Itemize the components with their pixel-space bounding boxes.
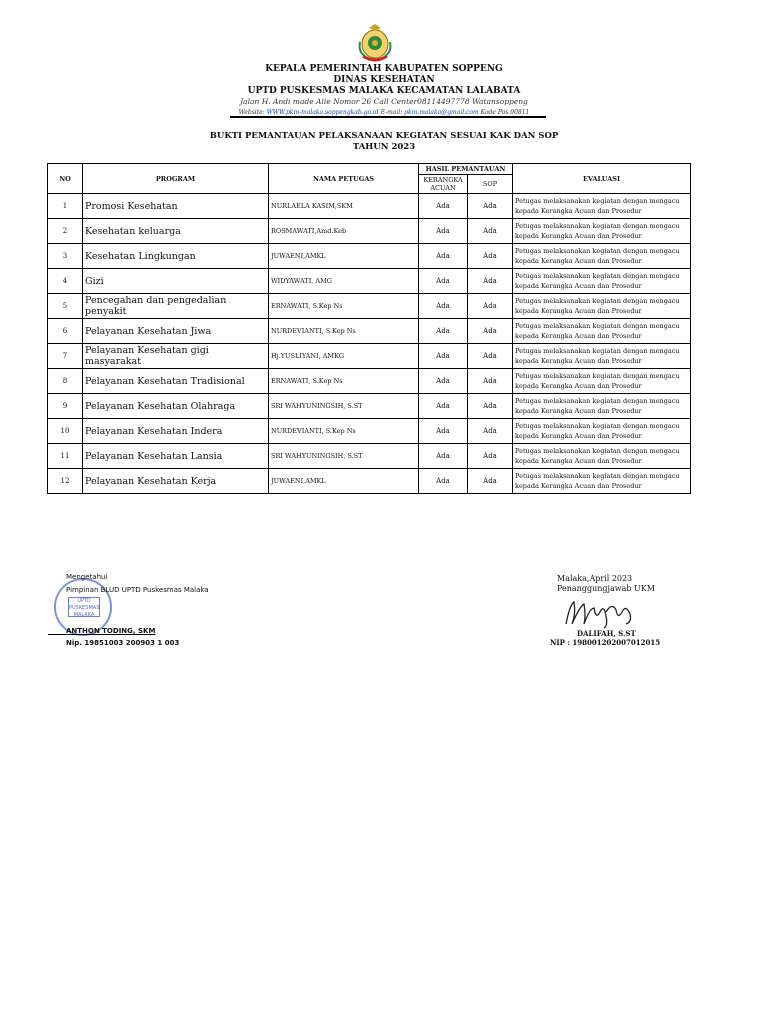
document-title: BUKTI PEMANTAUAN PELAKSANAAN KEGIATAN SESUAI KAK DAN SOP [209, 131, 559, 141]
left-sign-underline [48, 634, 140, 635]
row-no: 8 [48, 369, 83, 394]
email-link[interactable]: pkm.malaka@gmail.com [404, 109, 479, 116]
row-program: Pelayanan Kesehatan Olahraga [83, 394, 269, 419]
header-petugas: NAMA PETUGAS [269, 164, 419, 194]
email-prefix: E-mail: [380, 109, 403, 116]
row-sop: Ada [468, 444, 513, 469]
table-row [48, 194, 691, 219]
left-sign-name: ANTHON TODING, SKM [66, 627, 156, 635]
row-no: 5 [48, 294, 83, 319]
row-program: Pelayanan Kesehatan Indera [83, 419, 269, 444]
table-row [48, 344, 691, 369]
row-petugas: ROSMAWATI,Amd.Keb [269, 219, 419, 244]
row-kerangka: Ada [419, 319, 468, 344]
table-row [48, 394, 691, 419]
row-sop: Ada [468, 394, 513, 419]
row-petugas: JUWAENI,AMKL [269, 244, 419, 269]
row-sop: Ada [468, 219, 513, 244]
row-sop: Ada [468, 244, 513, 269]
table-row [48, 269, 691, 294]
row-no: 1 [48, 194, 83, 219]
header-evaluasi: EVALUASI [513, 164, 691, 194]
row-no: 4 [48, 269, 83, 294]
right-sign-name: DALIFAH, S.ST [577, 629, 636, 638]
row-sop: Ada [468, 269, 513, 294]
row-sop: Ada [468, 369, 513, 394]
row-program: Pelayanan Kesehatan Tradisional [83, 369, 269, 394]
row-evaluasi: Petugas melaksanakan kegiatan dengan mengacu kepada Kerangka Acuan dan Prosedur [513, 269, 691, 294]
row-no: 12 [48, 469, 83, 494]
header-contact [0, 109, 768, 116]
header-no: NO [48, 164, 83, 194]
header-line-3: UPTD PUSKESMAS MALAKA KECAMATAN LALABATA [247, 86, 521, 96]
row-evaluasi: Petugas melaksanakan kegiatan dengan mengacu kepada Kerangka Acuan dan Prosedur [513, 319, 691, 344]
row-evaluasi: Petugas melaksanakan kegiatan dengan mengacu kepada Kerangka Acuan dan Prosedur [513, 194, 691, 219]
row-program: Pelayanan Kesehatan Kerja [83, 469, 269, 494]
row-program: Promosi Kesehatan [83, 194, 269, 219]
row-no: 11 [48, 444, 83, 469]
table-row [48, 369, 691, 394]
table-row [48, 244, 691, 269]
header-program: PROGRAM [83, 164, 269, 194]
row-petugas: NURDEVIANTI, S.Kep Ns [269, 419, 419, 444]
document-year: TAHUN 2023 [352, 142, 416, 152]
website-link[interactable]: WWW.pkm-malaka.soppengkab.go.id [266, 109, 379, 116]
row-kerangka: Ada [419, 294, 468, 319]
row-program: Pelayanan Kesehatan gigi masyarakat [83, 344, 269, 369]
table-row [48, 294, 691, 319]
row-program: Pelayanan Kesehatan Lansia [83, 444, 269, 469]
row-kerangka: Ada [419, 369, 468, 394]
website-prefix: Website: [238, 109, 265, 116]
row-petugas: ERNAWATI, S.Kep Ns [269, 294, 419, 319]
row-petugas: ERNAWATI, S.Kep Ns [269, 369, 419, 394]
header-sop: SOP [468, 175, 513, 194]
row-no: 10 [48, 419, 83, 444]
row-sop: Ada [468, 319, 513, 344]
left-sign-label-2: Pimpinan BLUD UPTD Puskesmas Malaka [66, 586, 209, 594]
table-row [48, 469, 691, 494]
row-program: Pelayanan Kesehatan Jiwa [83, 319, 269, 344]
row-evaluasi: Petugas melaksanakan kegiatan dengan mengacu kepada Kerangka Acuan dan Prosedur [513, 244, 691, 269]
row-evaluasi: Petugas melaksanakan kegiatan dengan mengacu kepada Kerangka Acuan dan Prosedur [513, 419, 691, 444]
row-sop: Ada [468, 419, 513, 444]
header-kerangka: KERANGKA ACUAN [419, 175, 468, 194]
row-kerangka: Ada [419, 219, 468, 244]
monitoring-table [47, 163, 691, 494]
header-hasil: HASIL PEMANTAUAN [419, 164, 513, 175]
handwritten-signature [560, 594, 640, 630]
row-petugas: SRI WAHYUNINGSIH, S.ST [269, 394, 419, 419]
stamp-text: UPTD PUSKESMAS MALAKA [69, 598, 100, 618]
row-petugas: WIDYAWATI, AMG [269, 269, 419, 294]
row-no: 2 [48, 219, 83, 244]
row-evaluasi: Petugas melaksanakan kegiatan dengan mengacu kepada Kerangka Acuan dan Prosedur [513, 469, 691, 494]
right-sign-role: Penanggungjawab UKM [557, 584, 655, 593]
row-kerangka: Ada [419, 469, 468, 494]
row-petugas: SRI WAHYUNINGSIH, S.ST [269, 444, 419, 469]
header-address: Jalan H. Andi made Alie Nomor 26 Call Center08114497778 Watansoppeng [240, 97, 528, 106]
row-sop: Ada [468, 194, 513, 219]
row-program: Kesehatan keluarga [83, 219, 269, 244]
row-evaluasi: Petugas melaksanakan kegiatan dengan mengacu kepada Kerangka Acuan dan Prosedur [513, 394, 691, 419]
left-sign-nip: Nip. 19851003 200903 1 003 [66, 639, 180, 647]
row-kerangka: Ada [419, 394, 468, 419]
row-kerangka: Ada [419, 419, 468, 444]
row-petugas: NURDEVIANTI, S.Kep Ns [269, 319, 419, 344]
row-petugas: JUWAENI,AMKL [269, 469, 419, 494]
row-kerangka: Ada [419, 194, 468, 219]
row-program: Kesehatan Lingkungan [83, 244, 269, 269]
row-evaluasi: Petugas melaksanakan kegiatan dengan mengacu kepada Kerangka Acuan dan Prosedur [513, 219, 691, 244]
row-petugas: Hj.YUSLIYANI, AMKG [269, 344, 419, 369]
right-sign-nip: NIP : 198001202007012015 [550, 638, 661, 647]
postal-code: Kode Pos 90811 [480, 109, 530, 116]
row-no: 7 [48, 344, 83, 369]
row-evaluasi: Petugas melaksanakan kegiatan dengan mengacu kepada Kerangka Acuan dan Prosedur [513, 444, 691, 469]
right-sign-place-date: Malaka,April 2023 [557, 574, 633, 583]
row-no: 9 [48, 394, 83, 419]
table-row [48, 319, 691, 344]
row-no: 6 [48, 319, 83, 344]
row-evaluasi: Petugas melaksanakan kegiatan dengan mengacu kepada Kerangka Acuan dan Prosedur [513, 294, 691, 319]
table-row [48, 419, 691, 444]
row-evaluasi: Petugas melaksanakan kegiatan dengan mengacu kepada Kerangka Acuan dan Prosedur [513, 369, 691, 394]
government-emblem-logo [355, 22, 395, 64]
table-row [48, 444, 691, 469]
row-kerangka: Ada [419, 269, 468, 294]
row-kerangka: Ada [419, 344, 468, 369]
header-line-1: KEPALA PEMERINTAH KABUPATEN SOPPENG [265, 64, 503, 74]
row-evaluasi: Petugas melaksanakan kegiatan dengan mengacu kepada Kerangka Acuan dan Prosedur [513, 344, 691, 369]
table-row [48, 219, 691, 244]
row-program: Gizi [83, 269, 269, 294]
header-divider [230, 116, 546, 118]
row-program: Pencegahan dan pengedalian penyakit [83, 294, 269, 319]
left-sign-label-1: Mengetahui [66, 573, 108, 581]
row-sop: Ada [468, 344, 513, 369]
row-kerangka: Ada [419, 244, 468, 269]
row-petugas: NURLAELA KASIM,SKM [269, 194, 419, 219]
row-no: 3 [48, 244, 83, 269]
header-line-2: DINAS KESEHATAN [333, 75, 435, 85]
row-sop: Ada [468, 469, 513, 494]
row-kerangka: Ada [419, 444, 468, 469]
row-sop: Ada [468, 294, 513, 319]
